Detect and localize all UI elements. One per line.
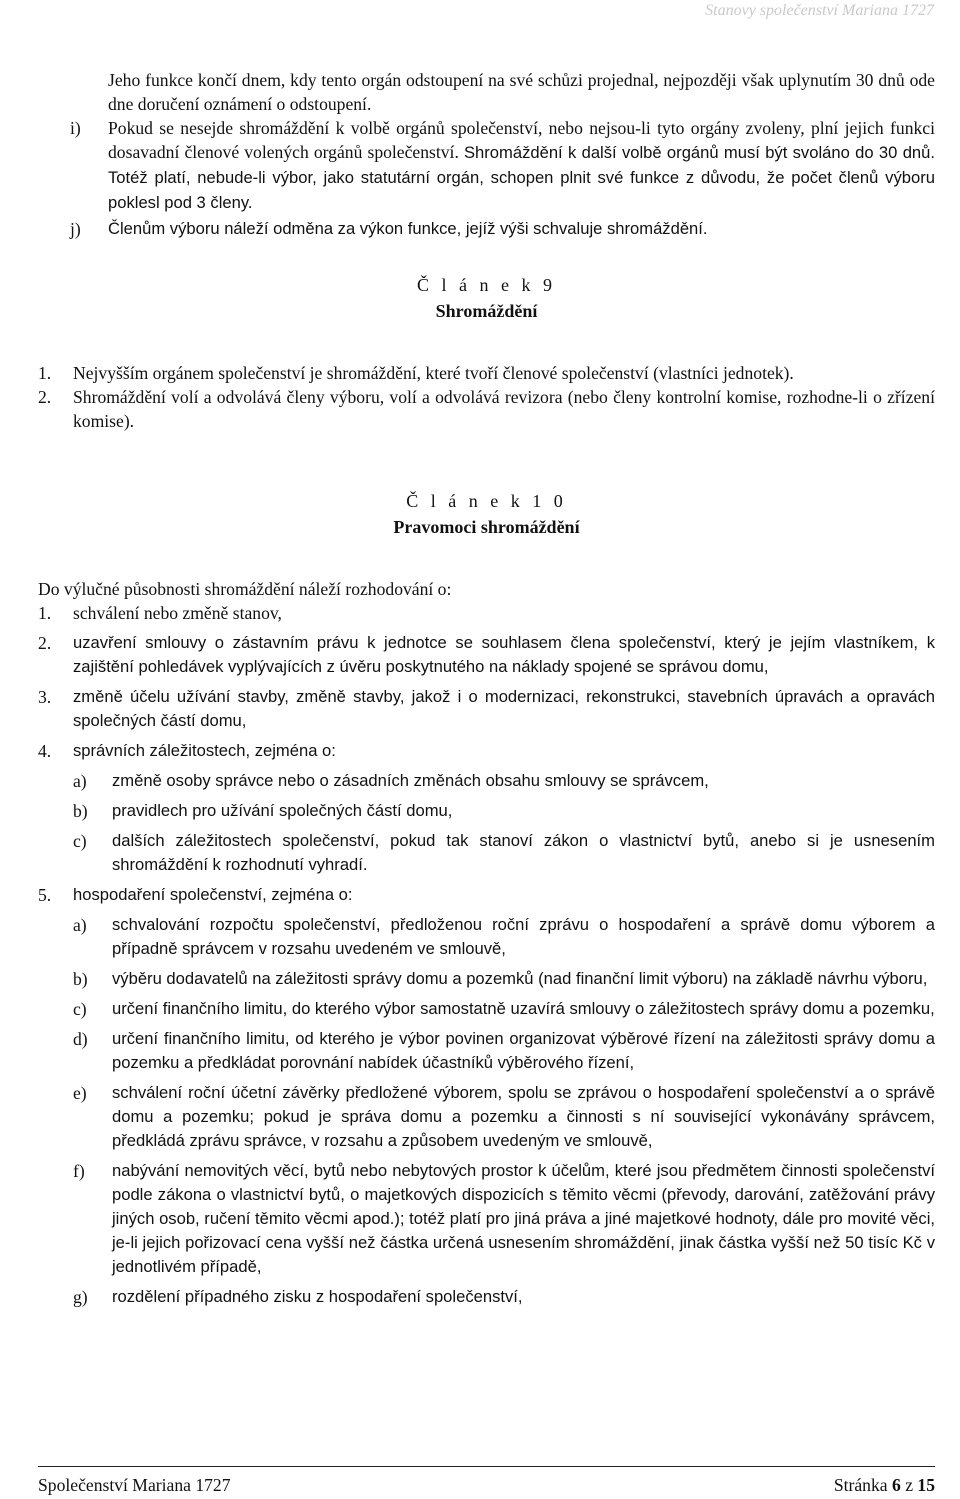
sub-item: a) schvalování rozpočtu společenství, předloženou roční zprávu o hospodaření a správě domu výborem a případně správcem v rozsahu uvedeném ve smlouvě, xyxy=(73,915,935,958)
sub-item: c) dalších záležitostech společenství, pokud tak stanoví zákon o vlastnictví bytů, anebo si je usnesením shromáždění k rozhodnutí vyhradí. xyxy=(73,831,935,874)
sub-item: a) změně osoby správce nebo o zásadních změnách obsahu smlouvy se správcem, xyxy=(73,771,709,791)
list-item: 4. správních záležitostech, zejména o: xyxy=(38,741,336,761)
article-title: Pravomoci shromáždění xyxy=(393,517,580,537)
list-item: 5. hospodaření společenství, zejména o: xyxy=(38,885,353,905)
list-label: i) xyxy=(70,118,81,138)
list-item: 2. Shromáždění volí a odvolává členy výboru, volí a odvolává revizora (nebo členy kontrolní komise, rozhodne-li o zřízení komise). xyxy=(38,387,935,431)
sub-item: b) výběru dodavatelů na záležitosti správy domu a pozemků (nad finanční limit výboru) na základě návrhu výboru, xyxy=(73,969,928,989)
list-text-c: Totéž platí, nebude-li výbor, jako statutární orgán, schopen plnit své funkce z důvodu, že počet členů výboru poklesl pod 3 členy. xyxy=(108,168,935,212)
list-item: 3. změně účelu užívání stavby, změně stavby, jakož i o modernizaci, rekonstrukci, stavebních úpravách a opravách společných částí domu, xyxy=(38,687,935,730)
list-text-a: Pokud se nesejde shromáždění k volbě orgánů společenství, nebo nejsou-li tyto orgány zvoleny, plní jejich funkci dosavadní členové volených orgánů společenství. xyxy=(108,118,935,162)
sub-item: e) schválení roční účetní závěrky předložené výborem, spolu se zprávou o hospodaření společenství a o správě domu a pozemku; pokud je správa domu a pozemku a činnosti s ní související vykonávány správcem, předkládá zprávu správce, v rozsahu a způsobem uvedeným ve smlouvě, xyxy=(73,1083,935,1150)
sub-item: d) určení finančního limitu, od kterého je výbor povinen organizovat výběrové řízení na záležitosti správy domu a pozemku a předkládat porovnání nabídek účastníků výběrového řízení, xyxy=(73,1029,935,1072)
list-label: j) xyxy=(70,219,81,239)
article-title: Shromáždění xyxy=(435,301,538,321)
sub-item: b) pravidlech pro užívání společných částí domu, xyxy=(73,801,453,821)
sub-item: g) rozdělení případného zisku z hospodaření společenství, xyxy=(73,1287,523,1307)
list-text: Členům výboru náleží odměna za výkon funkce, jejíž výši schvaluje shromáždění. xyxy=(108,219,708,238)
continuation-paragraph: Jeho funkce končí dnem, kdy tento orgán odstoupení na své schůzi projednal, nejpozději však uplynutím 30 dnů ode dne doručení oznámení o odstoupení. xyxy=(108,70,935,114)
list-item-i xyxy=(38,116,935,215)
footer-left: Společenství Mariana 1727 xyxy=(38,1475,231,1495)
list-item: 1. schválení nebo změně stanov, xyxy=(38,603,282,623)
page-total: 15 xyxy=(917,1475,935,1495)
page-footer xyxy=(38,1466,935,1496)
list-item: 1. Nejvyšším orgánem společenství je shromáždění, které tvoří členové společenství (vlastníci jednotek). xyxy=(38,363,794,383)
article-9-heading xyxy=(38,273,935,323)
sub-item: c) určení finančního limitu, do kterého výbor samostatně uzavírá smlouvy o záležitostech správy domu a pozemku, xyxy=(73,999,935,1019)
page-indicator: Stránka 6 z 15 xyxy=(833,1475,935,1495)
list-item: 2. uzavření smlouvy o zástavním právu k jednotce se souhlasem člena společenství, který je jejím vlastníkem, k zajištění pohledávek vyplývajících z úvěru poskytnutého na náklady spojené se správou domu, xyxy=(38,633,935,676)
list-item-j xyxy=(38,217,935,241)
article-number: Č l á n e k 1 0 xyxy=(406,491,567,511)
page-number: 6 xyxy=(891,1475,901,1495)
intro-paragraph: Do výlučné působnosti shromáždění náleží rozhodování o: xyxy=(38,579,452,599)
list-text-b: Shromáždění k další volbě orgánů musí být svoláno do 30 dnů. xyxy=(463,143,935,162)
article-10-heading xyxy=(38,489,935,539)
sub-item: f) nabývání nemovitých věcí, bytů nebo nebytových prostor k účelům, které jsou předmětem činnosti společenství podle zákona o vlastnictví bytů, o majetkových dispozicích s těmito věcmi (převody, darování, zatěžování právy jiných osob, ručení těmito věcmi apod.); totéž platí pro jiná práva a jiné majetkové hodnoty, dále pro movité věci, je-li jejich pořizovací cena vyšší než částka určená usnesením shromáždění, jinak částka vyšší než 50 tisíc Kč v jednotlivém případě, xyxy=(73,1161,935,1276)
running-header-title: Stanovy společenství Mariana 1727 xyxy=(705,2,934,19)
document-body xyxy=(38,68,935,1309)
article-number: Č l á n e k 9 xyxy=(417,275,556,295)
running-header xyxy=(0,0,960,22)
